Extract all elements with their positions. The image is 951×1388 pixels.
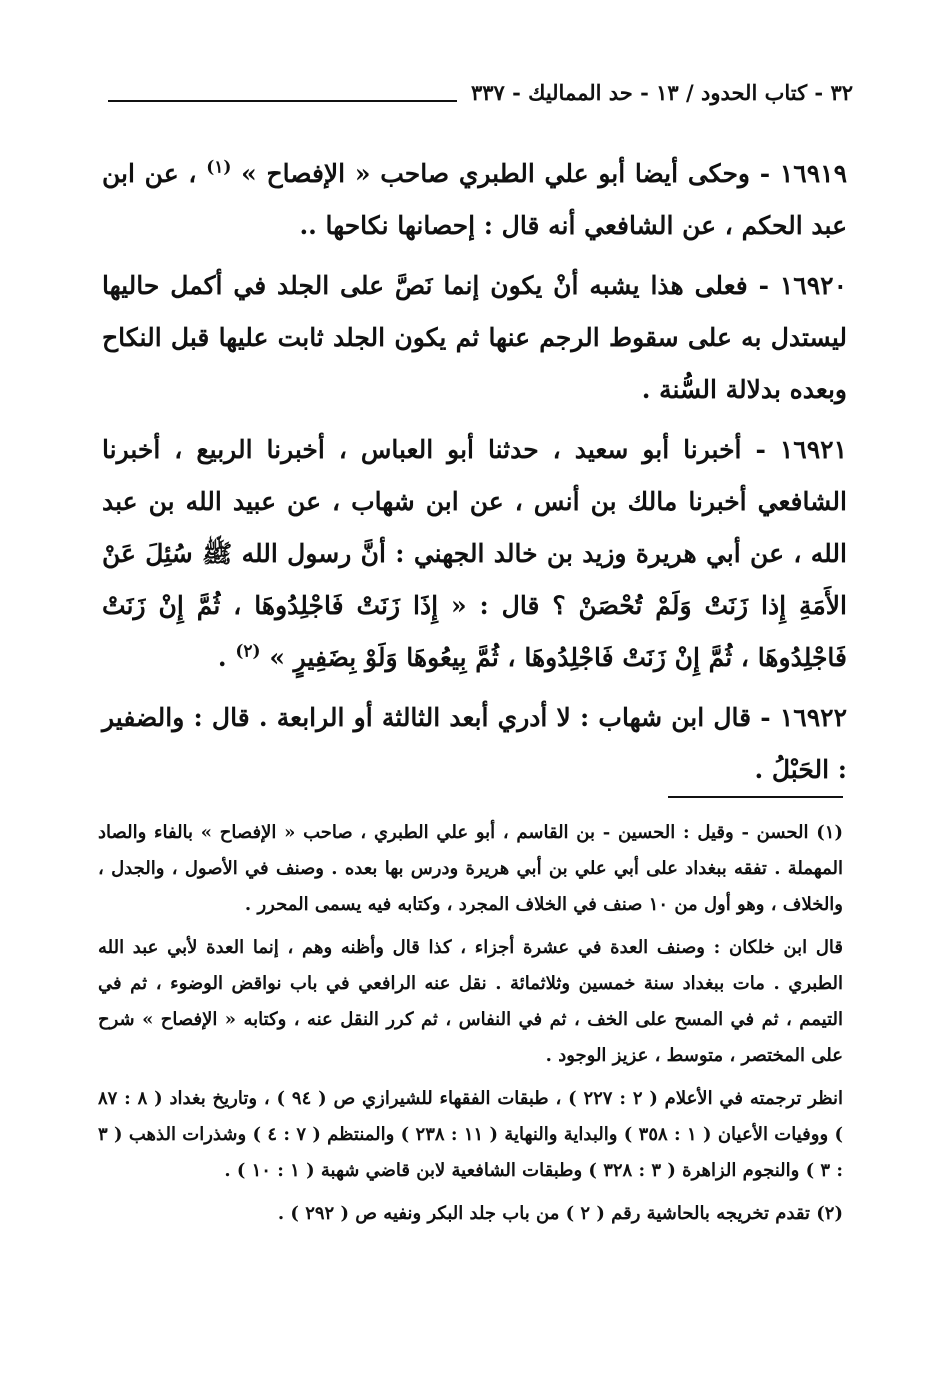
paragraph-text: ١٦٩٢٠ - فعلى هذا يشبه أنْ يكون إنما نَصَّ على الجلد في أكمل حاليها ليستدل به على سقوط الرجم عنها ثم يكون الجلد ثابت عليها قبل النكاح وبعده بدلالة السُّنة . (102, 271, 847, 404)
header-rule (108, 100, 457, 102)
paragraph-text: ١٦٩٢٢ - قال ابن شهاب : لا أدري أبعد الثالثة أو الرابعة . قال : والضفير : الحَبْلُ . (102, 703, 847, 784)
paragraph-16920 (102, 260, 847, 416)
footnote-1-continued: قال ابن خلكان : وصنف العدة في عشرة أجزاء ، كذا قال وأظنه وهم ، إنما العدة لأبي عبد الله الطبري . مات ببغداد سنة خمسين وثلاثمائة . نقل عنه الرافعي في باب نواقض الوضوء ، ثم في التيمم ، ثم في المسح على الخف ، ثم في النفاس ، ثم كرر النقل عنه ، وكتابه « الإفصاح » شرح على المختصر ، متوسط ، عزيز الوجود . (98, 937, 843, 1066)
paragraph-16919 (102, 148, 847, 252)
footnote-2: (٢) تقدم تخريجه بالحاشية رقم ( ٢ ) من باب جلد البكر ونفيه ص ( ٢٩٢ ) . (277, 1203, 843, 1224)
paragraph-text-continued: ، عن ابن عبد الحكم ، عن الشافعي أنه قال : إحصانها نكاحها .. (102, 159, 847, 240)
paragraph-text: ١٦٩١٩ - وحكى أيضا أبو علي الطبري صاحب « الإفصاح » (241, 159, 847, 188)
running-head-text: ٣٢ - كتاب الحدود / ١٣ - حد المماليك - ٣٣٧ (470, 80, 853, 105)
footnote-1-references: انظر ترجمته في الأعلام ( ٢ : ٢٢٧ ) ، طبقات الفقهاء للشيرازي ص ( ٩٤ ) ، وتاريخ بغداد ( ٨ : ٨٧ ) ووفيات الأعيان ( ١ : ٣٥٨ ) والبداية والنهاية ( ١١ : ٢٣٨ ) والمنتظم ( ٧ : ٤ ) وشذرات الذهب ( ٣ : ٣ ) والنجوم الزاهرة ( ٣ : ٣٢٨ ) وطبقات الشافعية لابن قاضي شهبة ( ١ : ١٠ ) . (98, 1088, 844, 1181)
paragraph-text: ١٦٩٢١ - أخبرنا أبو سعيد ، حدثنا أبو العباس ، أخبرنا الربيع ، أخبرنا الشافعي أخبرنا مالك بن أنس ، عن ابن شهاب ، عن عبيد الله بن عبد الله ، عن أبي هريرة وزيد بن خالد الجهني : أنَّ رسول الله ﷺ سُئِلَ عَنْ الأَمَةِ إِذا زَنَتْ وَلَمْ تُحْصَنْ ؟ قال : « إِذَا زَنَتْ فَاجْلِدُوهَا ، ثُمَّ إِنْ زَنَتْ فَاجْلِدُوهَا ، ثُمَّ إِنْ زَنَتْ فَاجْلِدُوهَا ، ثُمَّ بِيعُوهَا وَلَوْ بِضَفِيرٍ » (102, 435, 847, 672)
running-head (108, 78, 853, 108)
footnotes (98, 815, 843, 1239)
main-text (102, 148, 847, 804)
footnote-separator (668, 796, 843, 798)
footnote-marker: (١) (206, 157, 232, 178)
paragraph-16922 (102, 692, 847, 796)
paragraph-16921 (102, 424, 847, 684)
footnote-marker: (٢) (235, 641, 261, 662)
paragraph-text-continued: . (217, 643, 227, 672)
footnote-1: (١) الحسن - وقيل : الحسين - بن القاسم ، أبو علي الطبري ، صاحب « الإفصاح » بالفاء والصاد المهملة . تفقه ببغداد على أبي علي بن أبي هريرة ودرس بها بعده . وصنف في الأصول ، والجدل ، والخلاف ، وهو أول من ١٠ صنف في الخلاف المجرد ، وكتابه فيه يسمى المحرر . (98, 822, 843, 915)
